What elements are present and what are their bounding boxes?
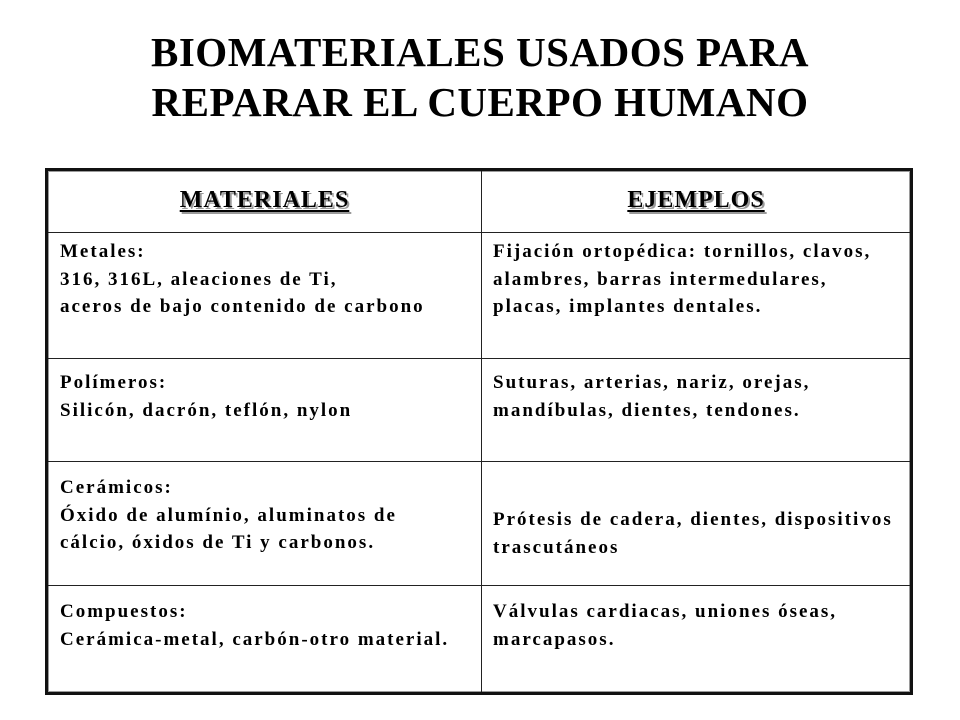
example-line: marcapasos. — [493, 628, 616, 650]
material-line: Compuestos: — [60, 601, 188, 622]
material-cell-ceramics — [48, 462, 482, 585]
header-examples: EJEMPLOS — [627, 186, 765, 213]
slide-title — [0, 27, 960, 127]
table-row — [48, 461, 910, 585]
example-line: Prótesis de cadera, dientes, dispositivos — [493, 509, 893, 530]
material-cell-polymers — [48, 359, 482, 461]
table-row — [48, 585, 910, 692]
material-line: 316, 316L, aleaciones de Ti, — [60, 268, 338, 290]
examples-cell-polymers — [482, 359, 910, 461]
example-line: Válvulas cardiacas, uniones óseas, — [493, 601, 838, 622]
material-cell-metals — [48, 233, 482, 358]
examples-cell-ceramics — [482, 462, 910, 585]
example-line: mandíbulas, dientes, tendones. — [493, 399, 801, 421]
material-line: cálcio, óxidos de Ti y carbonos. — [60, 532, 376, 553]
header-cell-examples — [482, 171, 910, 232]
examples-cell-metals — [482, 233, 910, 358]
material-line: Cerámicos: — [60, 477, 173, 498]
table-row — [48, 232, 910, 358]
example-line: placas, implantes dentales. — [493, 296, 763, 317]
table-header-row — [48, 171, 910, 232]
header-cell-materials — [48, 171, 482, 232]
material-line: Polímeros: — [60, 372, 168, 393]
examples-cell-composites — [482, 586, 910, 692]
material-line: Metales: — [60, 241, 146, 262]
material-cell-composites — [48, 586, 482, 692]
slide-title-line-2: REPARAR EL CUERPO HUMANO — [151, 79, 809, 125]
table-row — [48, 358, 910, 461]
example-line: alambres, barras intermedulares, — [493, 268, 828, 290]
slide-title-line-1: BIOMATERIALES USADOS PARA — [151, 29, 809, 75]
header-materials: MATERIALES — [179, 186, 350, 213]
example-line: Fijación ortopédica: tornillos, clavos, — [493, 241, 872, 262]
material-line: Silicón, dacrón, teflón, nylon — [60, 399, 353, 421]
material-line: aceros de bajo contenido de carbono — [60, 296, 425, 317]
example-line: Suturas, arterias, nariz, orejas, — [493, 372, 811, 393]
material-line: Óxido de alumínio, aluminatos de — [60, 504, 397, 526]
example-line: trascutáneos — [493, 536, 620, 558]
material-line: Cerámica-metal, carbón-otro material. — [60, 628, 450, 650]
biomaterials-table — [45, 168, 913, 695]
